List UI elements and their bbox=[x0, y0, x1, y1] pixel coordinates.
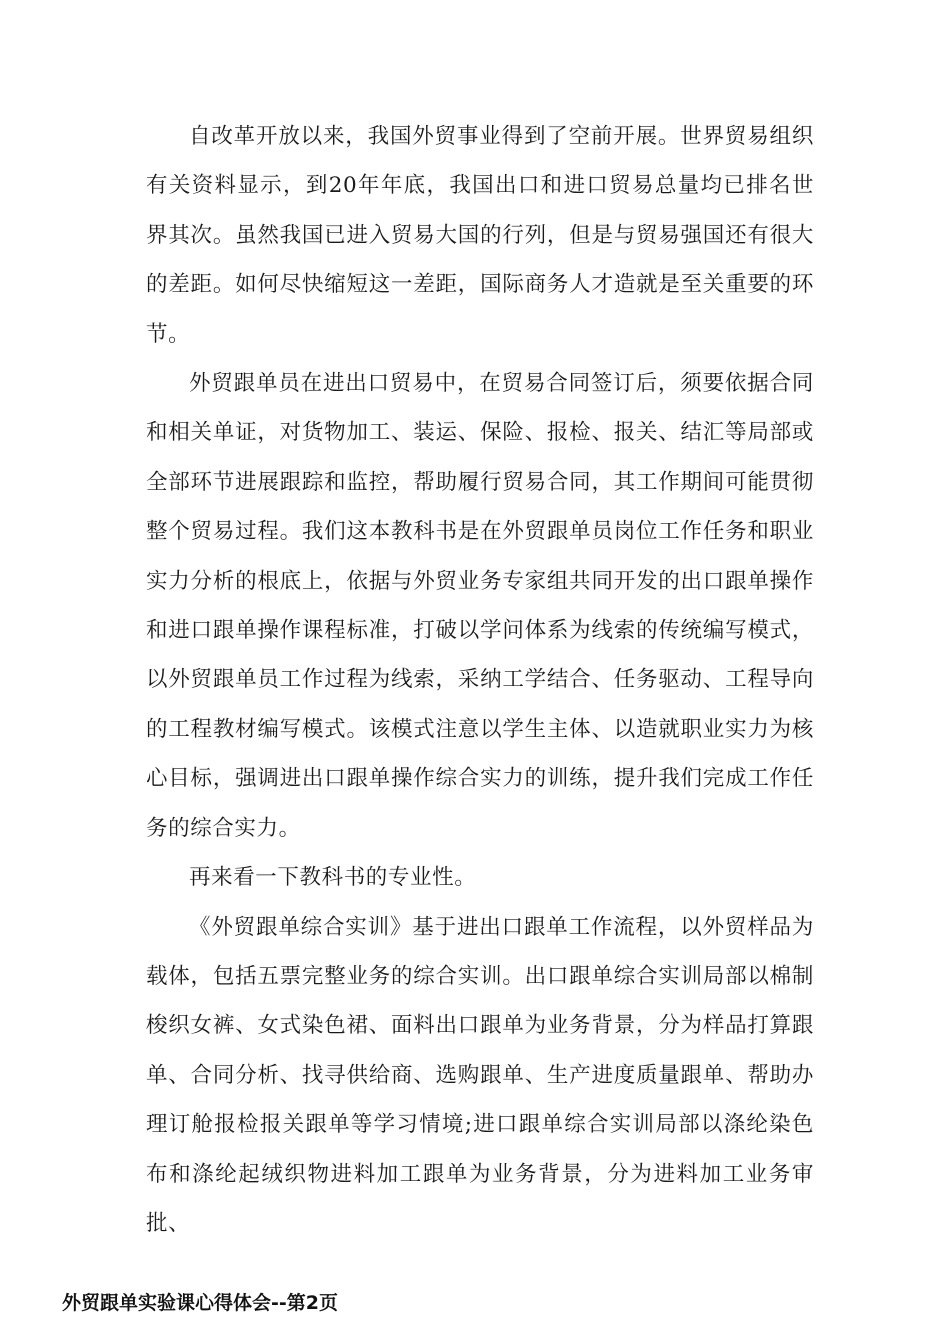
page-footer: 外贸跟单实验课心得体会--第2页 bbox=[62, 1292, 338, 1314]
paragraph-professionalism: 再来看一下教科书的专业性。 bbox=[189, 865, 477, 891]
paragraph-training-content: 《外贸跟单综合实训》基于进出口跟单工作流程，以外贸样品为载体，包括五票完整业务的综合实训。出口跟单综合实训局部以棉制梭织女裤、女式染色裙、面料出口跟单为业务背景，分为样品打算跟单、合同分析、找寻供给商、选购跟单、生产进度质量跟单、帮助办理订舱报检报关跟单等学习情境;进口跟单综合实训局部以涤纶染色布和涤纶起绒织物进料加工跟单为业务背景，分为进料加工业务审批、 bbox=[146, 914, 814, 1236]
document-body bbox=[146, 112, 814, 1248]
paragraph-merchandiser-role: 外贸跟单员在进出口贸易中，在贸易合同签订后，须要依据合同和相关单证，对货物加工、装运、保险、报检、报关、结汇等局部或全部环节进展跟踪和监控，帮助履行贸易合同，其工作期间可能贯彻整个贸易过程。我们这本教科书是在外贸跟单员岗位工作任务和职业实力分析的根底上，依据与外贸业务专家组共同开发的出口跟单操作和进口跟单操作课程标准，打破以学问体系为线索的传统编写模式，以外贸跟单员工作过程为线索，采纳工学结合、任务驱动、工程导向的工程教材编写模式。该模式注意以学生主体、以造就职业实力为核心目标，强调进出口跟单操作综合实力的训练，提升我们完成工作任务的综合实力。 bbox=[146, 371, 814, 841]
paragraph-intro: 自改革开放以来，我国外贸事业得到了空前开展。世界贸易组织有关资料显示，到20年年底，我国出口和进口贸易总量均已排名世界其次。虽然我国已进入贸易大国的行列，但是与贸易强国还有很大的差距。如何尽快缩短这一差距，国际商务人才造就是至关重要的环节。 bbox=[146, 124, 814, 347]
